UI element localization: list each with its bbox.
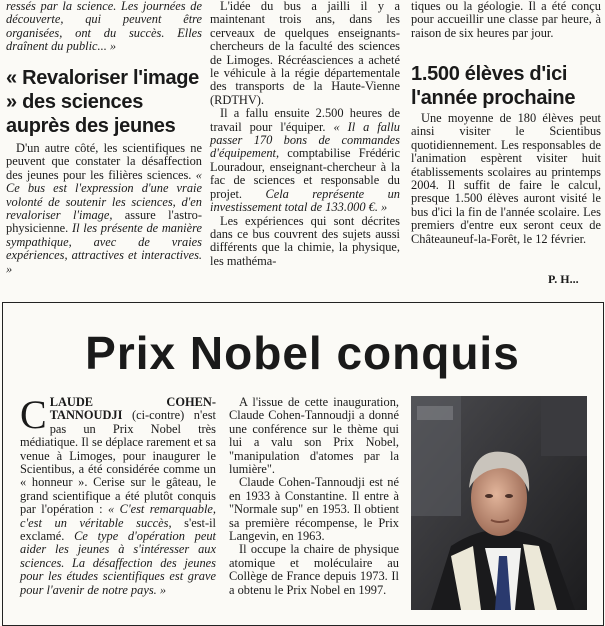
nobel-para-1: A l'issue de cette inauguration, Claude Cohen-Tannoudji a donné une conférence sur le thème qui lui a valu son Prix Nobel, "manipulation d'atomes par la lumière".: [229, 395, 399, 477]
nobel-lead-column: CLAUDE COHEN-TANNOUDJI (ci-contre) n'est pas un Prix Nobel très médiatique. Il se déplace rarement et sa venue à Limoges, pour inaugurer le Scientibus, a été considérée comme un « honneur ». Cerise sur le gâteau, le grand scientifique a été plutôt conquis par l'opération : « C'est remarquable, c'est un véritable succès, s'est-il exclamé. Ce type d'opération peut aider les jeunes à s'intéresser aux sciences. La désaffection des jeunes pour les études scientifiques est grave pour l'avenir de notre pays. »: [20, 392, 216, 597]
nobel-title: Prix Nobel conquis: [85, 327, 520, 379]
col1-body: D'un autre côté, les scientifiques ne peuvent que constater la désaffection des jeunes pour les filières sciences. « Ce bus est l'expression d'une vraie volonté de soutenir les sciences, d'en revaloriser l'image, assure l'astro-physicienne. Il les présente de manière sympathique, avec de vraies expériences, attractives et interactives. »: [6, 141, 203, 276]
nobel-mid-column: [229, 396, 399, 597]
lead-caps: LAUDE COHEN-TANNOUDJI: [49, 395, 216, 423]
col1-intro: ressés par la science. Les journées de découverte, qui peuvent être organisées, ont du succès. Elles draînent du public... »: [6, 0, 202, 54]
portrait-photo: [411, 396, 587, 610]
col3-intro: tiques ou la géologie. Il a été conçu pour accueillir une classe par heure, à raison de six heures par jour.: [411, 0, 601, 40]
col2-para-2: Il a fallu ensuite 2.500 heures de travail pour l'équiper. « Il a fallu passer 170 bons de commandes d'équipement, comptabilise Frédéric Louradour, enseignant-chercheur à la fac de sciences et responsable du projet. Cela représente un investissement total de 133.000 €. »: [210, 106, 400, 215]
col3-body: Une moyenne de 180 élèves peut ainsi visiter le Scientibus quotidiennement. Les responsables de l'animation espèrent visiter huit établissements scolaires au printemps 2004. Il suffit de faire le calcul, presque 1.500 élèves auront visité le bus d'ici la fin de l'année scolaire. Les premiers d'entre eux seront ceux de Châteauneuf-la-Forêt, le 12 février.: [411, 111, 601, 246]
dropcap: C: [20, 392, 47, 437]
column-2: [210, 0, 400, 268]
col2-para-3: Les expériences qui sont décrites dans ce bus couvrent des sujets aussi différents que la chimie, la physique, les mathéma-: [210, 213, 400, 268]
nobel-para-2: Claude Cohen-Tannoudji est né en 1933 à Constantine. Il entre à "Normale sup" en 1953. Il obtient sa première récompense, le Prix Langevin, en 1963.: [229, 475, 399, 544]
col3-heading: 1.500 élèves d'ici l'année prochaine: [411, 63, 576, 109]
signature: P. H...: [548, 272, 579, 286]
nobel-para-3: Il occupe la chaire de physique atomique et moléculaire au Collège de France depuis 1973. Il a obtenu le Prix Nobel en 1997.: [229, 542, 399, 597]
column-1: [6, 0, 202, 54]
portrait-illustration: [411, 396, 587, 610]
col1-heading: « Revaloriser l'image » des sciences auprès des jeunes: [6, 67, 200, 137]
column-3: [411, 0, 601, 40]
col2-para-1: L'idée du bus a jailli il y a maintenant trois ans, dans les cerveaux de quelques enseignants-chercheurs de la faculté des sciences de Limoges. Récréasciences a acheté le véhicule à la régie départementale des transports de la Haute-Vienne (RDTHV).: [210, 0, 400, 107]
